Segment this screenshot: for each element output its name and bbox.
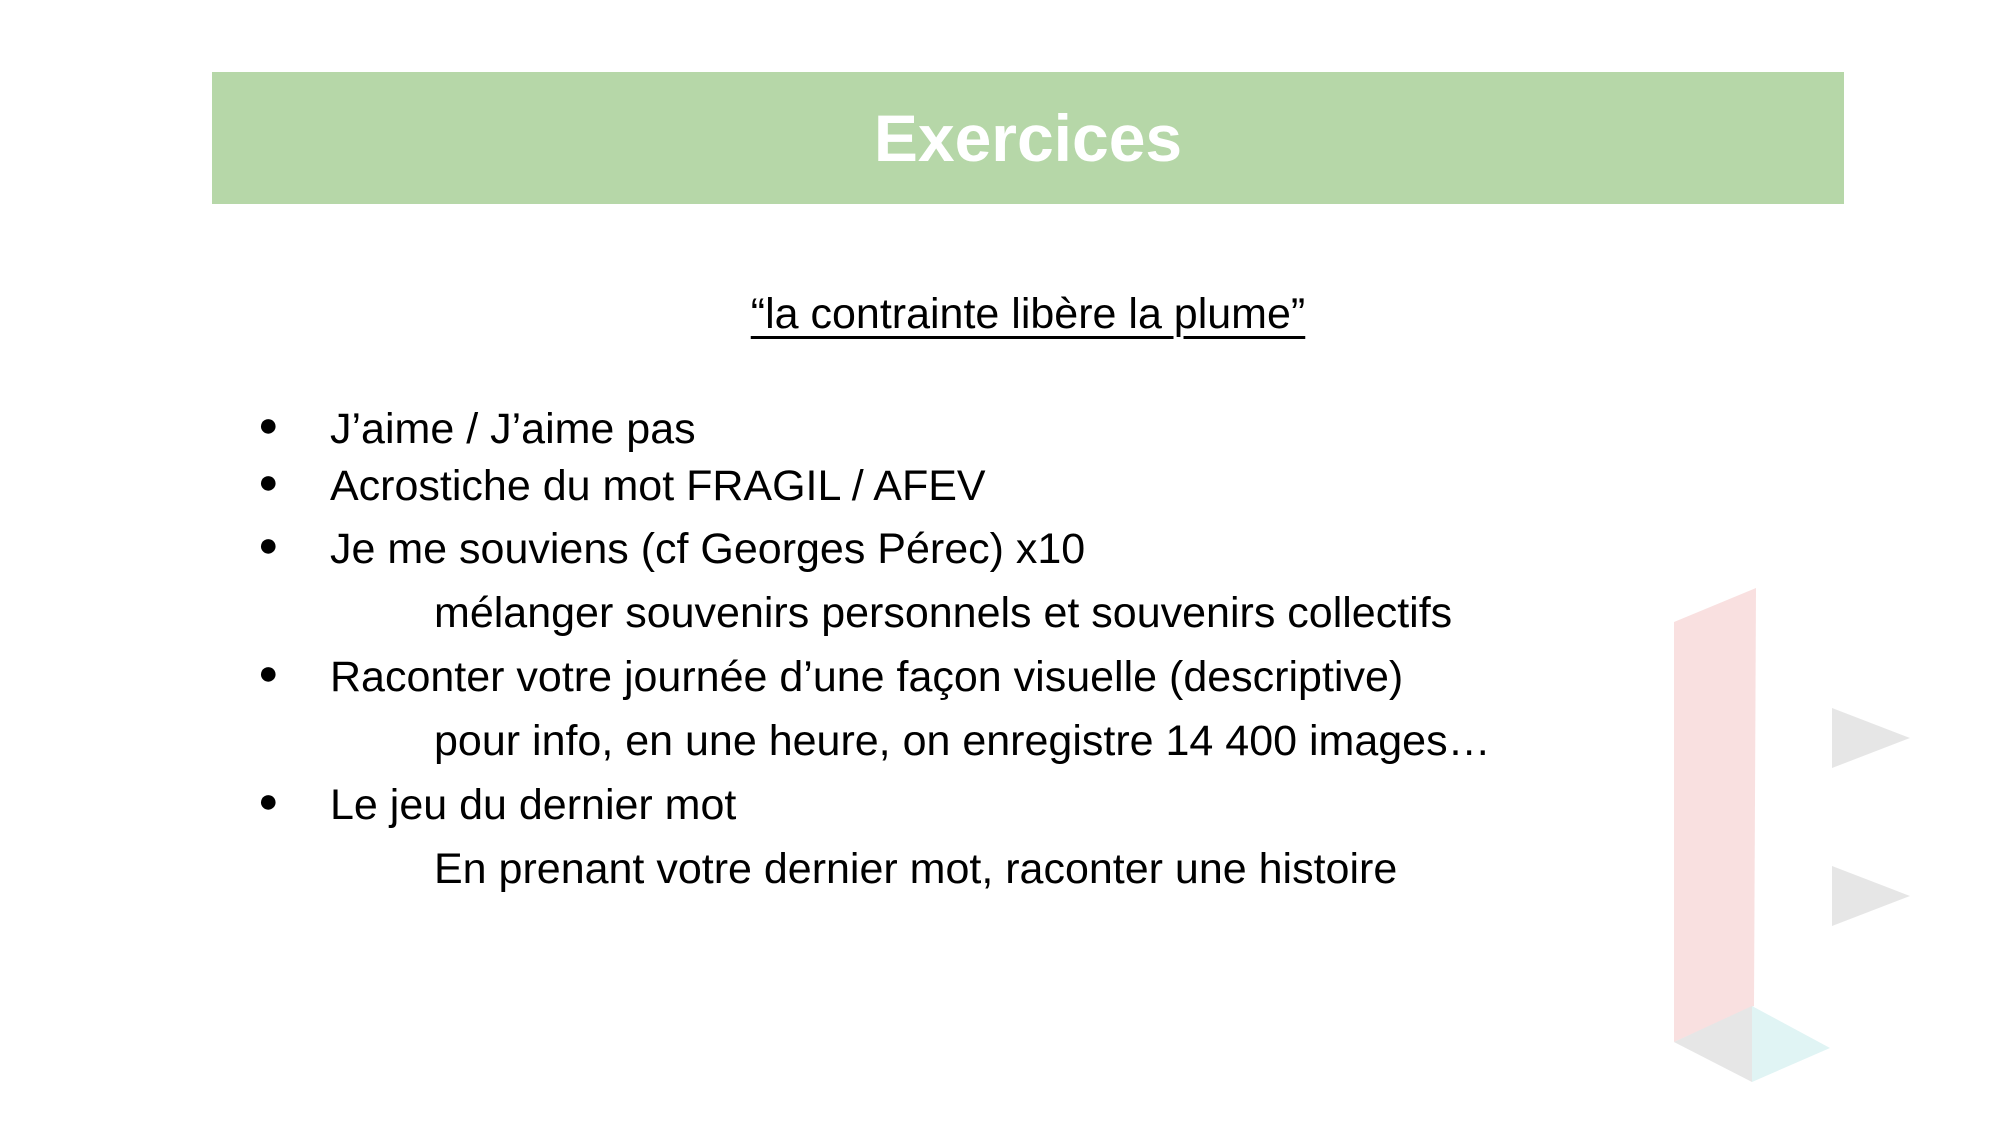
bullet-icon: ● bbox=[258, 526, 279, 564]
bullet-icon: ● bbox=[258, 782, 279, 820]
deco-play-arrow-bottom bbox=[1832, 866, 1910, 926]
list-item-text: Le jeu du dernier mot bbox=[330, 781, 737, 829]
slide-subtitle: “la contrainte libère la plume” bbox=[750, 290, 1306, 338]
list-item-text: Raconter votre journée d’une façon visuelle (descriptive) bbox=[330, 653, 1404, 701]
bullet-icon: ● bbox=[258, 654, 279, 692]
list-item-text: Acrostiche du mot FRAGIL / AFEV bbox=[330, 462, 986, 510]
title-bar bbox=[212, 72, 1844, 204]
deco-pink-bar bbox=[1674, 588, 1756, 1042]
list-item-subtext-line: mélanger souvenirs personnels et souvenirs collectifs bbox=[434, 589, 1453, 637]
list-item-text: J’aime / J’aime pas bbox=[330, 405, 696, 453]
decorative-logo-icon bbox=[1640, 570, 1940, 1090]
list-item-text: Je me souviens (cf Georges Pérec) x10 bbox=[330, 525, 1086, 573]
bullet-icon: ● bbox=[258, 406, 279, 444]
bullet-icon: ● bbox=[258, 463, 279, 501]
slide-title: Exercices bbox=[873, 101, 1183, 175]
deco-play-arrow-top bbox=[1832, 708, 1910, 768]
list-item-subtext-line: pour info, en une heure, on enregistre 14 400 images… bbox=[434, 717, 1491, 765]
list-item-subtext-line: En prenant votre dernier mot, raconter une histoire bbox=[434, 845, 1398, 893]
deco-cyan-triangle bbox=[1752, 1006, 1830, 1082]
